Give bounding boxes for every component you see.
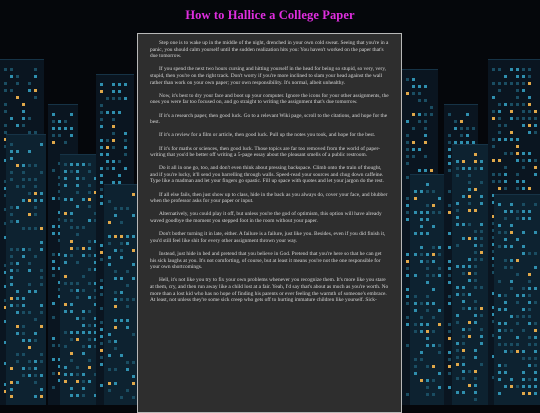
article-paragraph: If it's for maths or sciences, then good luck. Those topics are far too removed from the world of paper-writing that you'd be better off writing a 5-page essay about the pleasant smells of a public restroom.	[150, 145, 380, 159]
article-panel[interactable]	[137, 33, 402, 413]
article-paragraph: Instead, just hide in bed and pretend that you believe in God. Pretend that you're here so that he can get his sick laughs at you. It's not comforting, of course, but at least it means you're not the one responsible for your own shortcomings.	[150, 251, 382, 271]
article-paragraph: Step one is to wake up in the middle of the night, drenched in your own cold sweat. Seeing that you're in a panic, you should calm yourself until the sudden realization hits you: You haven't worked on the paper that's due tomorrow.	[150, 40, 389, 60]
building-silhouette	[494, 194, 540, 405]
article-paragraph: Don't bother turning it in late, either. A failure is a failure, just like you. Besides, even if you did finish it, you'd still feel like shit for every other assignment thrown your way.	[150, 231, 386, 244]
article-paragraph: If it's a research paper, then good luck. Go to a relevant Wiki page, scroll to the citations, and hope for the best.	[150, 112, 388, 126]
building-silhouette	[104, 184, 138, 405]
page-title: How to Hallice a College Paper	[185, 8, 355, 22]
article-paragraph: Alternatively, you could play it off, but unless you're the god of optimism, this option will have already waved goodbye the moment you stepped foot in the room without your paper.	[150, 211, 382, 225]
article-paragraph: Hell, it's not like you try to fix your own problems whenever you recognize them. It's more like you stare at them, cry, and then run away like a child lost at a fair. Yeah, I'd say that's about as much as you're worth. No more than a lost kid who has no hope of finding his parents or ever feeling the warmth of someone's embrace. At least, not unless they're some sick creep who gets off to hurting immature children like yourself. Sick-	[150, 277, 389, 304]
building-silhouette	[6, 134, 46, 405]
article-paragraph: Now, it's best to dry your face and boot up your computer. Ignore the icons for your other assignments, the ones you were far too focused on, and go straight to writing the assignment that's due tomorrow.	[150, 92, 389, 106]
building-silhouette	[452, 144, 490, 405]
article-paragraph: If you spend the next two hours cursing and hitting yourself in the head for being so stupid, so very, very, stupid, then you're on the right track. Don't worry if you're more inclined to slam your head against the wall rather than work on your own paper; your own responsibility. It's normal, albeit unhealthy.	[150, 66, 387, 86]
article-paragraph: Do it all in one go, too, and don't even think about pressing backspace. Climb onto the train of thought, and if you're lucky, it'll send you barrelling through walls. Speed-read your sources and chug down caffeine. Type like a madman and let your fingers go spastic. Fill up space with quotes and let your jargon do the rest.	[150, 165, 384, 185]
article-paragraph: If all else fails, then just show up to class, hide in the back as you always do, cover your face, and blubber when the professor asks for your paper or input.	[150, 191, 388, 205]
article-body	[138, 34, 401, 304]
article-paragraph: If it's a review for a film or article, then good luck. Pull up the notes you took, and hope for the best.	[159, 132, 376, 139]
